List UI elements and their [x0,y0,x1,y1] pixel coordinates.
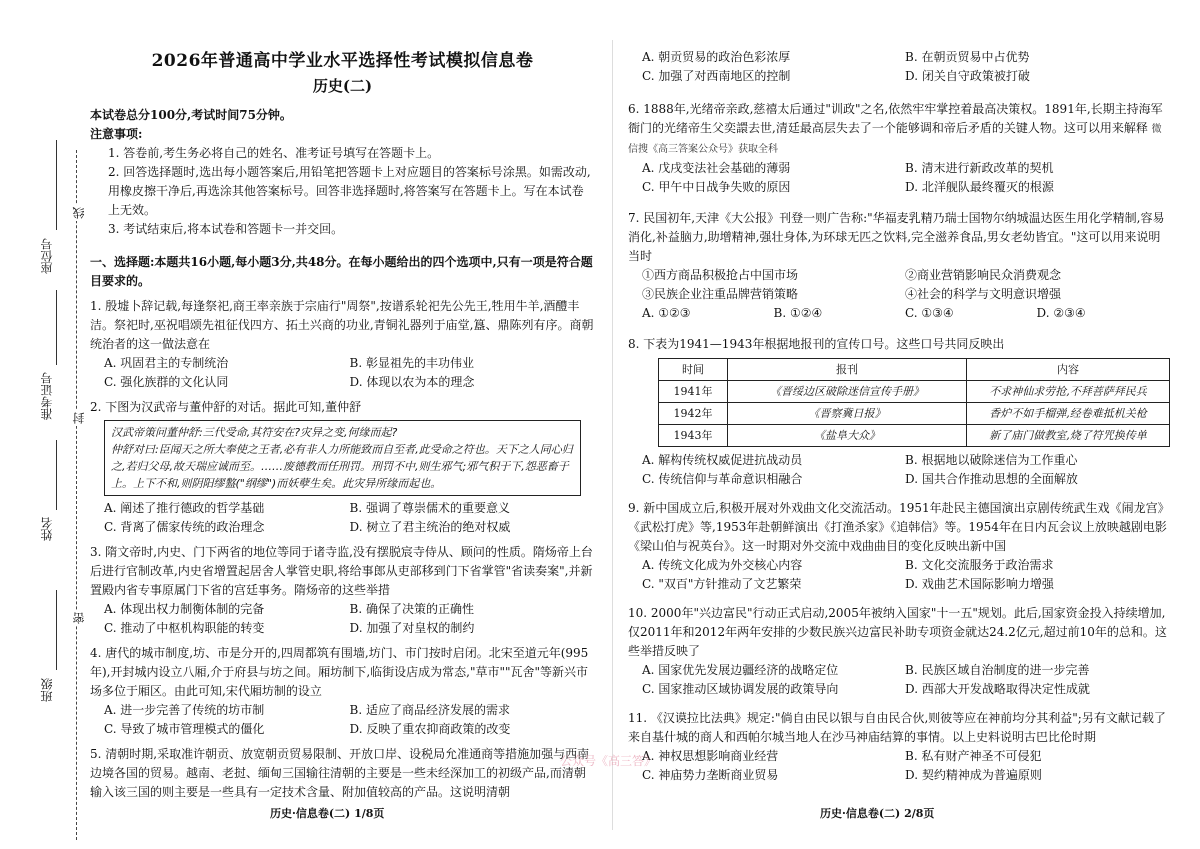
options [90,600,595,638]
option-b[interactable]: B. 文化交流服务于政治需求 [905,558,1054,572]
statement-item: ③民族企业注重品牌营销策略 [642,287,799,301]
question-stem: 2. 下图为汉武帝与董仲舒的对话。据此可知,董仲舒 [90,400,362,414]
options [90,354,595,392]
table-cell: 1943年 [659,425,728,447]
option-c[interactable]: C. 传统信仰与革命意识相融合 [642,472,803,486]
table-cell: 1942年 [659,403,728,425]
option-b[interactable]: B. 私有财产神圣不可侵犯 [905,749,1042,763]
question-2 [90,398,595,537]
page-right [628,44,1168,785]
statement-item: ①西方商品积极抢占中国市场 [642,268,799,282]
exam-id-blank [56,290,57,365]
q5-options [628,48,1168,86]
option-c[interactable]: C. 推动了中枢机构职能的转变 [104,621,265,635]
name-blank [56,440,57,510]
table-cell: 香炉不如手榴弹,经卷难抵机关枪 [967,403,1170,425]
question-5 [90,745,595,802]
option-c[interactable]: C. "双百"方针推动了文艺繁荣 [642,577,802,591]
watermark-text: 公众号《高三答》 [560,754,657,768]
table-cell: 《晋察冀日报》 [728,403,967,425]
option-a[interactable]: A. 进一步完善了传统的坊市制 [104,703,265,717]
option-c[interactable]: C. 加强了对西南地区的控制 [642,69,791,83]
options [628,556,1168,594]
footer-page-right: 历史·信息卷(二) 2/8页 [820,807,935,820]
options [90,701,595,739]
option-d[interactable]: D. 树立了君主统治的绝对权威 [349,520,511,534]
option-b[interactable]: B. 适应了商品经济发展的需求 [349,703,510,717]
option-d[interactable]: D. 加强了对皇权的制约 [349,621,475,635]
option-b[interactable]: B. 清末进行新政改革的契机 [905,161,1054,175]
question-stem: 5. 清朝时期,采取准许朝贡、放宽朝贡贸易限制、开放口岸、设税局允准通商等措施加强与西南边境各国的贸易。越南、老挝、缅甸三国输往清朝的主要是一些未经深加工的初级产品,而清朝输入该三国的则主要是一些具有一定技术含量、附加值较高的产品。这说明清朝 [90,747,590,799]
section-heading: 一、选择题:本题共16小题,每小题3分,共48分。在每小题给出的四个选项中,只有一项是符合题目要求的。 [90,255,593,288]
option-c[interactable]: C. 甲午中日战争失败的原因 [642,180,791,194]
option-d[interactable]: D. 契约精神成为普遍原则 [905,768,1042,782]
statement-item: ②商业营销影响民众消费观念 [905,268,1062,282]
note-item: 3. 考试结束后,将本试卷和答题卡一并交回。 [108,222,344,236]
footer-page-left: 历史·信息卷(二) 1/8页 [270,807,385,820]
binding-margin [0,0,92,849]
option-b[interactable]: B. 在朝贡贸易中占优势 [905,50,1030,64]
question-stem [628,100,1168,159]
option-c[interactable]: C. 导致了城市管理模式的僵化 [104,722,265,736]
option-a[interactable]: A. 阐述了推行德政的哲学基础 [104,501,265,515]
seal-line-char: 线 [72,207,86,219]
notes-title: 注意事项: [90,127,143,141]
statement-item: ④社会的科学与文明意识增强 [905,287,1062,301]
class-blank [56,590,57,670]
question-stem: 8. 下表为1941—1943年根据地报刊的宣传口号。这些口号共同反映出 [628,337,1005,351]
option-a[interactable]: A. 传统文化成为外交核心内容 [642,558,803,572]
option-b[interactable]: B. 彰显祖先的丰功伟业 [349,356,474,370]
option-c[interactable]: C. 国家推动区域协调发展的政策导向 [642,682,839,696]
table-header: 报刊 [728,359,967,381]
table-cell: 《盐阜大众》 [728,425,967,447]
class-label: 班级 [40,678,54,702]
question-6 [628,100,1168,197]
table-cell: 新了庙门做教室,烧了符咒换传单 [967,425,1170,447]
option-a[interactable]: A. 戊戌变法社会基础的薄弱 [642,161,791,175]
options [628,304,1168,323]
exam-id-label: 准考证号 [40,372,54,420]
table-row [659,381,1170,403]
score-time: 本试卷总分100分,考试时间75分钟。 [90,108,292,122]
option-d[interactable]: D. 国共合作推动思想的全面解放 [905,472,1078,486]
option-d[interactable]: D. 体现以农为本的理念 [349,375,475,389]
option-a[interactable]: A. 体现出权力制衡体制的完备 [104,602,265,616]
seal-mi-char: 密 [72,612,86,624]
option-b[interactable]: B. 强调了尊崇儒术的重要意义 [349,501,510,515]
question-stem: 9. 新中国成立后,积极开展对外戏曲文化交流活动。1951年赴民主德国演出京剧传统武生戏《闹龙宫》《武松打虎》等,1953年赴朝鲜演出《打渔杀家》《追韩信》等。1954年在日内瓦会议上放映越剧电影《梁山伯与祝英台》。这一时期对外交流中戏曲曲目的变化反映出新中国 [628,501,1167,553]
options [628,451,1168,489]
seat-label: 座位号 [40,238,54,274]
binding-dash-line [76,150,77,840]
question-text: 6. 1888年,光绪帝亲政,慈禧太后通过"训政"之名,依然牢牢掌控着最高决策权。1891年,长期主持海军衙门的光绪帝生父奕譞去世,清廷最高层失去了一个能够调和帝后矛盾的关键人物。这可以用来解释 [628,102,1163,135]
name-label: 姓名 [40,517,54,541]
option-c[interactable]: C. 神庙势力垄断商业贸易 [642,768,779,782]
option-c[interactable]: C. 强化族群的文化认同 [104,375,229,389]
table-header: 时间 [659,359,728,381]
seal-feng-char: 封 [72,412,86,424]
option-d[interactable]: D. ②③④ [1036,306,1086,320]
options [628,159,1168,197]
question-4 [90,644,595,739]
option-b[interactable]: B. 民族区域自治制度的进一步完善 [905,663,1090,677]
question-8 [628,335,1168,489]
question-stem: 7. 民国初年,天津《大公报》刊登一则广告称:"华福麦乳精乃瑞士国物尔纳城温达医生用化学精制,容易消化,补益脑力,助增精神,强壮身体,为环球无匹之饮料,完全滋养食品,男女老幼皆宜。"这可以用来说明当时 [628,211,1165,263]
option-a[interactable]: A. 国家优先发展边疆经济的战略定位 [642,663,839,677]
question-1 [90,297,595,392]
option-b[interactable]: B. ①②④ [773,306,823,320]
question-stem: 4. 唐代的城市制度,坊、市是分开的,四周都筑有围墙,坊门、市门按时启闭。北宋至道元年(995年),开封城内设立八厢,介于府县与坊之间。厢坊制下,临街设店成为常态,"草市""瓦舍"等新兴市场多位于厢区。由此可知,宋代厢坊制的设立 [90,646,589,698]
note-item: 2. 回答选择题时,选出每小题答案后,用铅笔把答题卡上对应题目的答案标号涂黑。如需改动,用橡皮擦干净后,再选涂其他答案标号。回答非选择题时,将答案写在答题卡上。写在本试卷上无效。 [108,165,591,217]
question-stem: 3. 隋文帝时,内史、门下两省的地位等同于诸寺监,没有摆脱宸寺侍从、顾问的性质。隋炀帝上台后进行官制改革,内史省增置起居舍人掌管史职,将给事郎从吏部移到门下省掌管"省读奏案",并新置殿内省专事原属门下省的宫廷事务。隋炀帝的这些举措 [90,545,593,597]
subject-title: 历史(二) [312,77,373,95]
note-item: 1. 答卷前,考生务必将自己的姓名、准考证号填写在答题卡上。 [108,146,440,160]
slogan-table [658,358,1170,447]
table-header: 内容 [967,359,1170,381]
seat-blank [56,140,57,230]
option-d[interactable]: D. 北洋舰队最终覆灭的根源 [905,180,1054,194]
question-stem: 10. 2000年"兴边富民"行动正式启动,2005年被纳入国家"十一五"规划。此后,国家资金投入持续增加,仅2011年和2012年两年安排的少数民族兴边富民补助专项资金就达24.2亿元,超过前10年的总和。这些举措反映了 [628,606,1167,658]
question-stem: 11. 《汉谟拉比法典》规定:"倘自由民以银与自由民合伙,则彼等应在神前均分其利益";另有文献记载了来自基什城的商人和西帕尔城当地人在沙马神庙结算的事情。以上史料说明古巴比伦时期 [628,711,1166,744]
option-c[interactable]: C. ①③④ [905,306,954,320]
option-d[interactable]: D. 闭关自守政策被打破 [905,69,1030,83]
question-stem: 1. 殷墟卜辞记载,每逢祭祀,商王率亲族于宗庙行"周祭",按谱系轮祀先公先王,牲用牛羊,酒醴丰洁。祭祀时,巫祝唱颂先祖征伐四方、拓土兴商的功业,青铜礼器列于庙堂,簋、鼎陈列有序。商朝统治者的这一做法意在 [90,299,594,351]
options [90,499,595,537]
option-a[interactable]: A. ①②③ [642,306,691,320]
question-10 [628,604,1168,699]
option-c[interactable]: C. 背离了儒家传统的政治理念 [104,520,265,534]
question-9 [628,499,1168,594]
options [628,661,1168,699]
stem-note: 微信搜《高三答案公众号》获取全科 [628,124,1162,155]
table-cell: 不求神仙求劳抢,不拜菩萨拜民兵 [967,381,1170,403]
exam-title: 2026年普通高中学业水平选择性考试模拟信息卷 [151,51,534,71]
option-b[interactable]: B. 确保了决策的正确性 [349,602,474,616]
question-11 [628,709,1168,785]
options [628,747,1168,785]
page-left [90,44,595,802]
option-a[interactable]: A. 巩固君主的专制统治 [104,356,229,370]
option-d[interactable]: D. 西部大开发战略取得决定性成就 [905,682,1090,696]
option-a[interactable]: A. 解构传统权威促进抗战动员 [642,453,803,467]
option-a[interactable]: A. 朝贡贸易的政治色彩浓厚 [642,50,791,64]
page-divider [612,40,613,830]
option-d[interactable]: D. 反映了重农抑商政策的改变 [349,722,511,736]
dialogue-line: 仲舒对曰:臣闻天之所大奉使之王者,必有非人力所能致而自至者,此受命之符也。天下之人同心归之,若归父母,故天瑞应诚而至。……废德教而任刑罚。刑罚不中,则生邪气;邪气积于下,怨恶畜于上。上下不和,则阴阳缪盭("纲缪")而妖孽生矣。此灾异所缘而起也。 [111,443,573,490]
table-row [659,403,1170,425]
dialogue-line: 汉武帝策问董仲舒:三代受命,其符安在?灾异之变,何缘而起? [111,426,398,439]
question-7 [628,209,1168,323]
option-a[interactable]: A. 神权思想影响商业经营 [642,749,779,763]
table-cell: 《晋绥边区破除迷信宣传手册》 [728,381,967,403]
table-row [659,425,1170,447]
option-b[interactable]: B. 根据地以破除迷信为工作重心 [905,453,1078,467]
question-3 [90,543,595,638]
dialogue-box [104,420,581,496]
option-d[interactable]: D. 戏曲艺术国际影响力增强 [905,577,1054,591]
statement-items [628,266,1168,304]
table-cell: 1941年 [659,381,728,403]
